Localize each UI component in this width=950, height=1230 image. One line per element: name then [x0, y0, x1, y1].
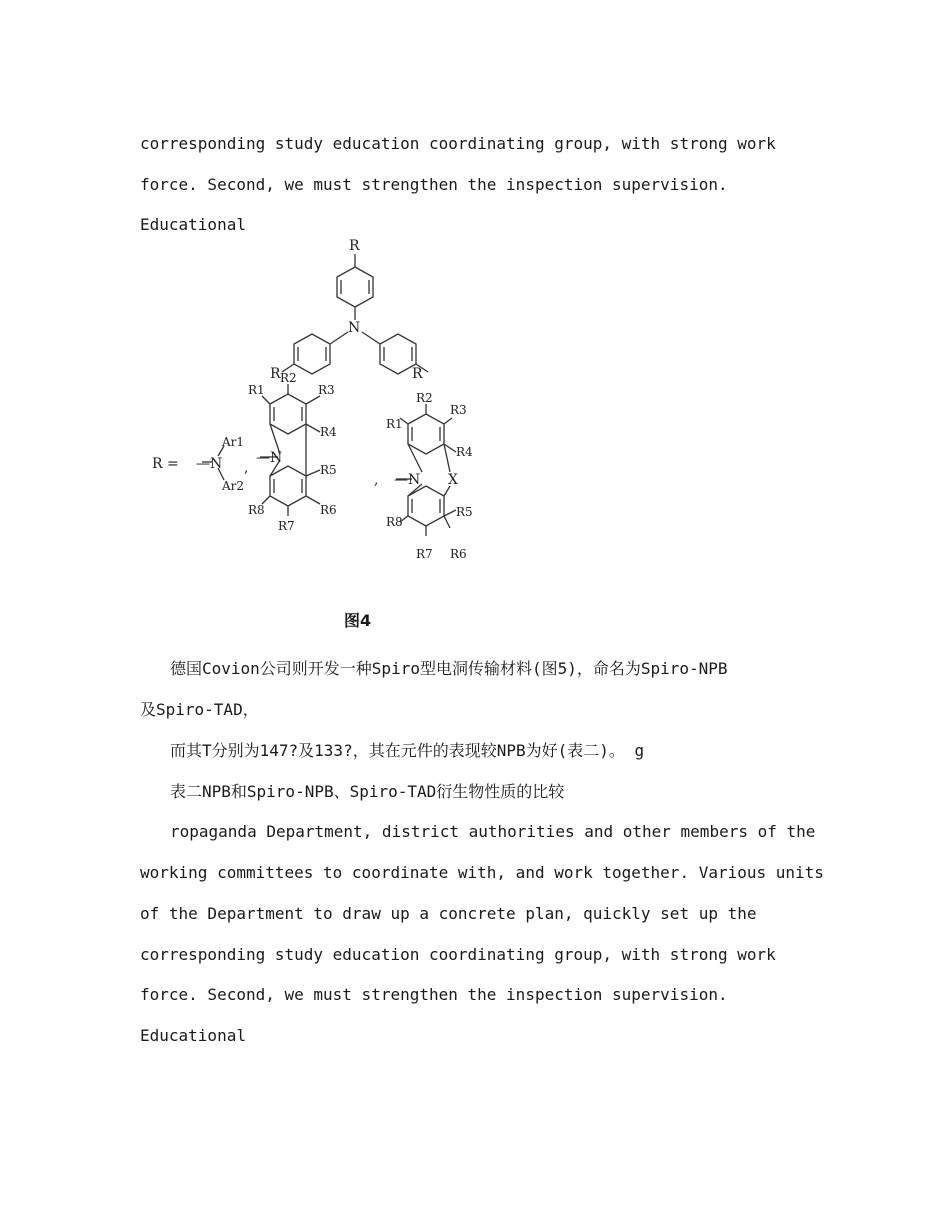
text-line: corresponding study education coordinating group, with strong work: [140, 134, 776, 153]
text-line: ropaganda Department, district authorities and other members of the: [170, 822, 816, 841]
label-r7-b: R7: [416, 547, 433, 561]
label-r-equals: R =: [152, 456, 179, 472]
label-comma-1: ,: [244, 460, 249, 476]
text-line: force. Second, we must strengthen the inspection supervision.: [140, 175, 728, 194]
carbazole-bottom-ring: [270, 466, 306, 506]
label-comma-2: ,: [374, 472, 379, 488]
label-r2: R2: [280, 371, 297, 385]
label-n-tricyclic: —N: [394, 472, 421, 488]
label-r6-b: R6: [450, 547, 467, 561]
label-ar2: Ar2: [222, 479, 245, 493]
label-r2-b: R2: [416, 391, 433, 405]
text-line: 而其T分别为147?及133?，其在元件的表现较NPB为好(表二)。 g: [170, 741, 645, 760]
label-r3-b: R3: [450, 403, 467, 417]
label-n-carbazole: —N: [256, 450, 283, 466]
text-line: 德国Covion公司则开发一种Spiro型电洞传输材料(图5)，命名为Spiro-NPB: [170, 659, 728, 678]
label-r1-b: R1: [386, 417, 403, 431]
label-dash-n: —N: [196, 456, 223, 472]
text-line: corresponding study education coordinating group, with strong work: [140, 945, 776, 964]
text-line: Educational: [140, 1026, 246, 1045]
label-x: X: [448, 472, 458, 488]
label-r5: R5: [320, 463, 337, 477]
text-line: Educational: [140, 215, 246, 234]
table-title: 表二NPB和Spiro-NPB、Spiro-TAD衍生物性质的比较: [170, 782, 565, 801]
label-r6: R6: [320, 503, 337, 517]
label-r8: R8: [248, 503, 265, 517]
chemical-structure-figure: [130, 232, 530, 572]
label-r4-b: R4: [456, 445, 473, 459]
tricyclic-top-ring: [408, 414, 444, 454]
label-r3: R3: [318, 383, 335, 397]
text-line: of the Department to draw up a concrete plan, quickly set up the: [140, 904, 757, 923]
label-r1: R1: [248, 383, 265, 397]
label-r8-b: R8: [386, 515, 403, 529]
right-phenyl-ring: [380, 334, 416, 374]
top-phenyl-ring: [337, 267, 373, 307]
label-r-left: R: [270, 366, 281, 382]
label-n-core: N: [348, 320, 361, 336]
text-line: force. Second, we must strengthen the inspection supervision.: [140, 985, 728, 1004]
label-r4: R4: [320, 425, 337, 439]
text-line: working committees to coordinate with, and work together. Various units: [140, 863, 824, 882]
label-r7: R7: [278, 519, 295, 533]
carbazole-top-ring: [270, 394, 306, 434]
label-r5-b: R5: [456, 505, 473, 519]
left-phenyl-ring: [294, 334, 330, 374]
label-r-top: R: [349, 238, 360, 254]
label-ar1: Ar1: [222, 435, 245, 449]
figure-caption: 图4: [344, 611, 372, 630]
text-line: 及Spiro-TAD，: [140, 700, 259, 719]
label-r-right: R: [412, 366, 423, 382]
